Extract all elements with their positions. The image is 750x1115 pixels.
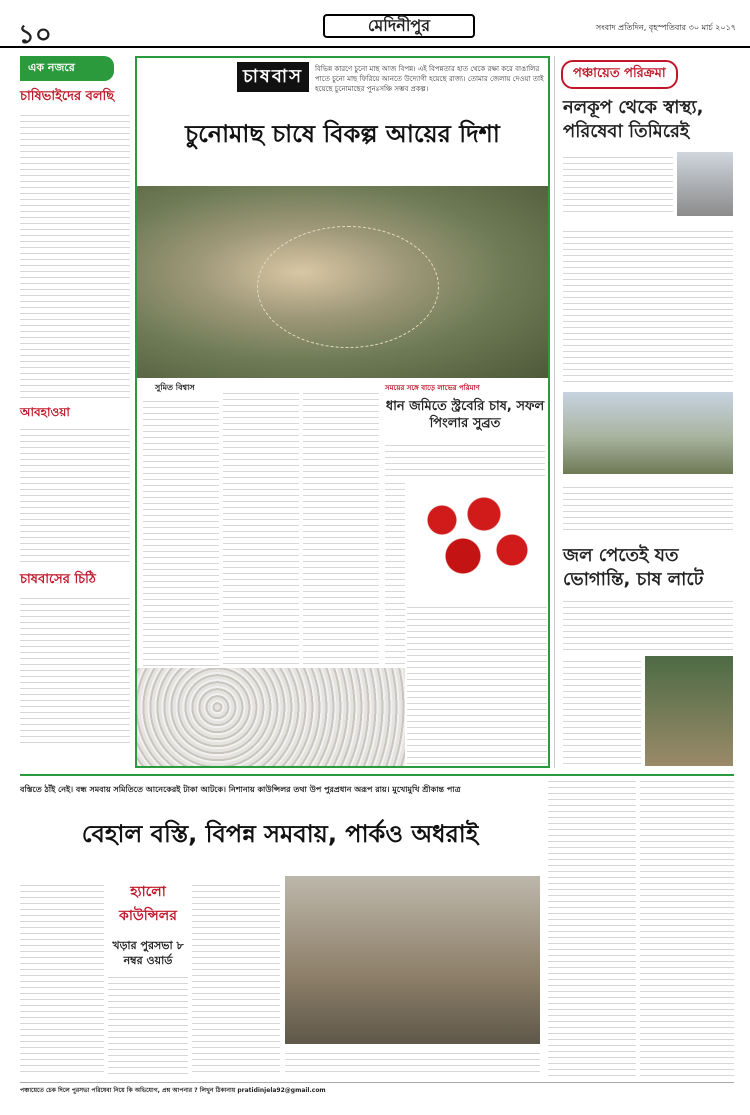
strawberry-photo xyxy=(407,478,547,598)
section-brand: চাষবাস xyxy=(237,62,309,92)
dateline: সংবাদ প্রতিদিন, বৃহস্পতিবার ৩০ মার্চ ২০১৭ xyxy=(595,23,736,32)
bottom-article xyxy=(20,774,734,1104)
bottom-footer-note: পঞ্চায়েতে চেক দিলে পুরসভা পরিষেবা নিয়ে কি অভিযোগ, প্রশ্ন আপনার ? লিখুন ঠিকানায় pratidinjela92@gmail.com xyxy=(20,1082,734,1096)
bottom-col-1 xyxy=(20,880,104,1076)
bottom-intro: বস্তিতে ঠাঁই নেই। বন্ধ সমবায় সমিতিতে আনেকেরই টাকা আটকে। নিশানায় কাউন্সিলর তথা উপ পুরপ্রধান অরূপ রায়। মুখোমুখি শ্রীকান্ত পাত্র xyxy=(20,785,461,794)
body-col-3 xyxy=(303,388,379,666)
straw-text-top xyxy=(385,440,545,478)
panchayat-pill: পঞ্চায়েত পরিক্রমা xyxy=(561,60,678,89)
ward-label: খড়ার পুরসভা ৮ নম্বর ওয়ার্ড xyxy=(112,939,184,967)
left-column xyxy=(20,56,130,768)
letters-text xyxy=(20,593,130,743)
right-column xyxy=(554,56,734,768)
bottom-col-3 xyxy=(192,880,280,1076)
straw-kicker: সময়ের সঙ্গে বাড়ে লাভের পরিমাণ xyxy=(385,384,480,392)
page-number: ১০ xyxy=(18,20,52,50)
fish-photo xyxy=(137,668,405,766)
hello-councillor-box xyxy=(108,880,188,968)
portrait-photo xyxy=(677,152,733,216)
weather-text xyxy=(20,424,130,564)
right-qa-text xyxy=(563,226,733,386)
feature-headline: চুনোমাছ চাষে বিকল্প আয়ের দিশা xyxy=(185,120,500,148)
right-headline-1: নলকূপ থেকে স্বাস্থ্য, পরিষেবা তিমিরেই xyxy=(563,97,704,142)
letters-heading: চাষবাসের চিঠি xyxy=(20,572,96,587)
bottom-col-4 xyxy=(548,776,636,1076)
right-qa-text-2 xyxy=(563,656,641,766)
body-col-1 xyxy=(143,396,219,666)
farmers-column-text xyxy=(20,110,130,400)
building-photo xyxy=(285,876,540,1044)
road-photo xyxy=(645,656,733,766)
fishing-net-photo xyxy=(137,186,548,378)
hello-councillor-title: হ্যালো কাউন্সিলর xyxy=(119,884,177,924)
bottom-col-2 xyxy=(108,972,188,1076)
right-headline-2: জল পেতেই যত ভোগান্তি, চাষ লাটে xyxy=(563,545,704,590)
weather-heading: আবহাওয়া xyxy=(20,405,70,419)
bottom-headline: বেহাল বস্তি, বিপন্ন সমবায়, পার্কও অধরাই xyxy=(81,820,479,848)
at-a-glance-tag: এক নজরে xyxy=(20,56,114,81)
bridge-photo xyxy=(563,392,733,474)
feature-article xyxy=(135,56,550,768)
feature-intro: বিভিন্ন কারণে চুনো মাছ আজ বিপন্ন। এই বিপন্নতার হাত থেকে রক্ষা করে বাঙালির পাতে চুনো মাছ ফিরিয়ে আনতে উদ্যোগী হয়েছে রাজ্য। তোমার জেলায় দেওয়া তাই হয়েছে চুনোমাছের পুনঃসঞ্চি সম্ভব প্রকল্প। xyxy=(315,65,544,93)
farmers-column-heading: চাষিভাইদের বলছি xyxy=(20,89,115,104)
section-title: মেদিনীপুর xyxy=(323,14,475,38)
photo-caption xyxy=(285,1048,540,1076)
strawberry-headline: ধান জমিতে স্ট্রবেরি চাষ, সফল পিংলার সুব্রত xyxy=(385,399,545,431)
right-caption-text xyxy=(563,482,733,532)
bottom-col-5 xyxy=(640,776,734,1076)
straw-text-bottom xyxy=(407,602,547,766)
right-intro-text-2 xyxy=(563,596,733,652)
masthead xyxy=(0,0,750,48)
body-col-2 xyxy=(223,388,299,666)
right-intro-text xyxy=(563,152,673,212)
feature-author: সুমিত বিশ্বাস xyxy=(155,383,195,392)
